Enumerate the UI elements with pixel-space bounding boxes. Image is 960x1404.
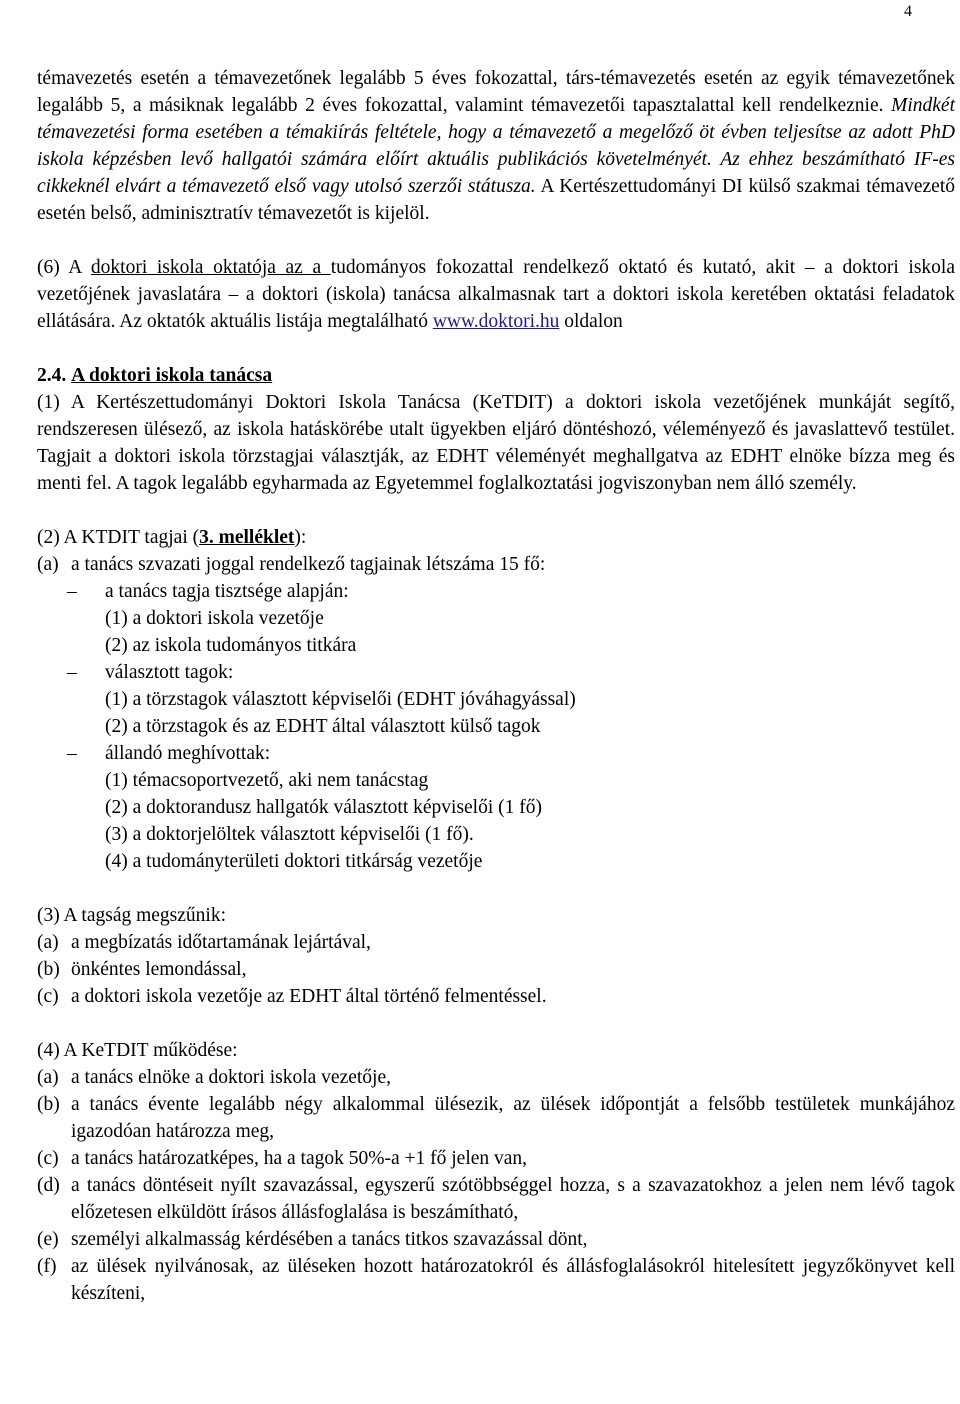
item-text: személyi alkalmasság kérdésében a tanács titkos szavazással dönt, — [71, 1229, 588, 1250]
item-label: (b) — [37, 1094, 60, 1115]
intro-sentence-3: A Kertészettudományi DI külső szakmai témavezető esetén belső, adminisztratív témavezetőt is kijelöl. — [37, 176, 955, 224]
item-label: (f) — [37, 1256, 57, 1277]
group-item: (1) a törzstagok választott képviselői (EDHT jóváhagyással) — [105, 689, 576, 710]
list-item — [37, 983, 955, 1010]
item-label: (a) — [37, 932, 59, 953]
item-label: (a) — [37, 1067, 59, 1088]
page-number: 4 — [904, 3, 912, 20]
paragraph-6 — [37, 254, 955, 335]
list-item — [37, 1226, 955, 1253]
item-text: önkéntes lemondással, — [71, 959, 247, 980]
group-title: állandó meghívottak: — [105, 743, 271, 764]
paragraph-2-title — [37, 524, 955, 551]
item-label: (c) — [37, 986, 59, 1007]
dash-bullet: – — [67, 662, 77, 683]
group-item: (3) a doktorjelöltek választott képviselői (1 fő). — [105, 824, 474, 845]
member-group — [37, 578, 955, 605]
item-label: (c) — [37, 1148, 59, 1169]
list-item — [37, 1253, 955, 1307]
dash-bullet: – — [67, 581, 77, 602]
list-item — [37, 1064, 955, 1091]
intro-italic-sentence: Mindkét témavezetési forma esetében a témakiírás feltétele, hogy a témavezető a megelőző öt évben teljesítse az adott PhD iskola képzésben levő hallgatói számára előírt aktuális publikációs követelményét. Az ehhez beszámítható IF-es cikkeknél elvárt a témavezető első vagy utolsó szerzői státusza. — [37, 95, 955, 197]
doktori-hu-link[interactable]: www.doktori.hu — [432, 311, 560, 332]
item-text: a tanács döntéseit nyílt szavazással, egyszerű szótöbbséggel hozza, s a szavazatokhoz a jelen nem lévő tagok előzetesen elküldött írásos állásfoglalása is beszámítható, — [71, 1175, 955, 1223]
para2-item-a — [37, 551, 955, 578]
list-item — [37, 1172, 955, 1226]
para6-suffix: oldalon — [559, 311, 623, 332]
paragraph-1: (1) A Kertészettudományi Doktori Iskola Tanácsa (KeTDIT) a doktori iskola vezetőjének munkáját segítő, rendszeresen ülésező, az iskola hatáskörébe utalt ügyekben eljáró döntéshozó, véleményező és javaslattevő testület. Tagjait a doktori iskola törzstagjai választják, az EDHT véleményét meghallgatva az EDHT elnöke bízza meg és menti fel. A tagok legalább egyharmada az Egyetemmel foglalkoztatási jogviszonyban nem álló személy. — [37, 392, 955, 494]
group-item: (2) az iskola tudományos titkára — [105, 635, 357, 656]
para6-underlined-term: doktori iskola oktatója az a — [90, 257, 331, 278]
item-text: a tanács szvazati joggal rendelkező tagjainak létszáma 15 fő: — [71, 554, 546, 575]
group-item: (1) a doktori iskola vezetője — [105, 608, 324, 629]
item-label: (b) — [37, 959, 60, 980]
intro-paragraph — [37, 65, 955, 227]
document-body — [37, 65, 955, 1307]
annex-reference: 3. melléklet — [199, 527, 295, 548]
para6-prefix: (6) A — [37, 257, 91, 278]
group-item: (4) a tudományterületi doktori titkárság vezetője — [105, 851, 483, 872]
item-text: a megbízatás időtartamának lejártával, — [71, 932, 371, 953]
list-item — [37, 956, 955, 983]
para6-text: tudományos fokozattal rendelkező oktató és kutató, akit – a doktori iskola vezetőjének javaslatára – a doktori (iskola) tanácsa alkalmasnak tart a doktori iskola keretében oktatási feladatok ellátására. Az oktatók aktuális listája megtalálható — [37, 257, 955, 332]
intro-sentence-1: témavezetés esetén a témavezetőnek legalább 5 éves fokozattal, társ-témavezetés esetén az egyik témavezetőnek legalább 5, a másiknak legalább 2 éves fokozattal, valamint témavezetői tapasztalattal kell rendelkeznie. — [37, 68, 955, 116]
group-item: (1) témacsoportvezető, aki nem tanácstag — [105, 770, 429, 791]
section-title: A doktori iskola tanácsa — [71, 365, 273, 386]
item-label: (d) — [37, 1175, 60, 1196]
item-text: a tanács évente legalább négy alkalommal ülésezik, az ülések időpontját a felsőbb testületek munkájához igazodóan határozza meg, — [71, 1094, 955, 1142]
member-group — [37, 740, 955, 767]
item-text: a doktori iskola vezetője az EDHT által történő felmentéssel. — [71, 986, 547, 1007]
group-title: a tanács tagja tisztsége alapján: — [105, 581, 349, 602]
item-label: (e) — [37, 1229, 59, 1250]
item-label: (a) — [37, 554, 59, 575]
item-text: a tanács határozatképes, ha a tagok 50%-a +1 fő jelen van, — [71, 1148, 528, 1169]
group-item: (2) a törzstagok és az EDHT által választott külső tagok — [105, 716, 541, 737]
para2-suffix: ): — [294, 527, 307, 548]
group-item: (2) a doktorandusz hallgatók választott képviselői (1 fő) — [105, 797, 542, 818]
group-title: választott tagok: — [105, 662, 234, 683]
list-item — [37, 1145, 955, 1172]
paragraph-4-title: (4) A KeTDIT működése: — [37, 1040, 238, 1061]
section-number: 2.4. — [37, 365, 67, 386]
dash-bullet: – — [67, 743, 77, 764]
member-group — [37, 659, 955, 686]
item-text: az ülések nyilvánosak, az üléseken hozott határozatokról és állásfoglalásokról hitelesített jegyzőkönyvet kell készíteni, — [71, 1256, 955, 1304]
paragraph-3-title: (3) A tagság megszűnik: — [37, 905, 227, 926]
item-text: a tanács elnöke a doktori iskola vezetője, — [71, 1067, 391, 1088]
list-item — [37, 929, 955, 956]
section-heading — [37, 362, 955, 389]
para2-prefix: (2) A KTDIT tagjai ( — [37, 527, 200, 548]
list-item — [37, 1091, 955, 1145]
